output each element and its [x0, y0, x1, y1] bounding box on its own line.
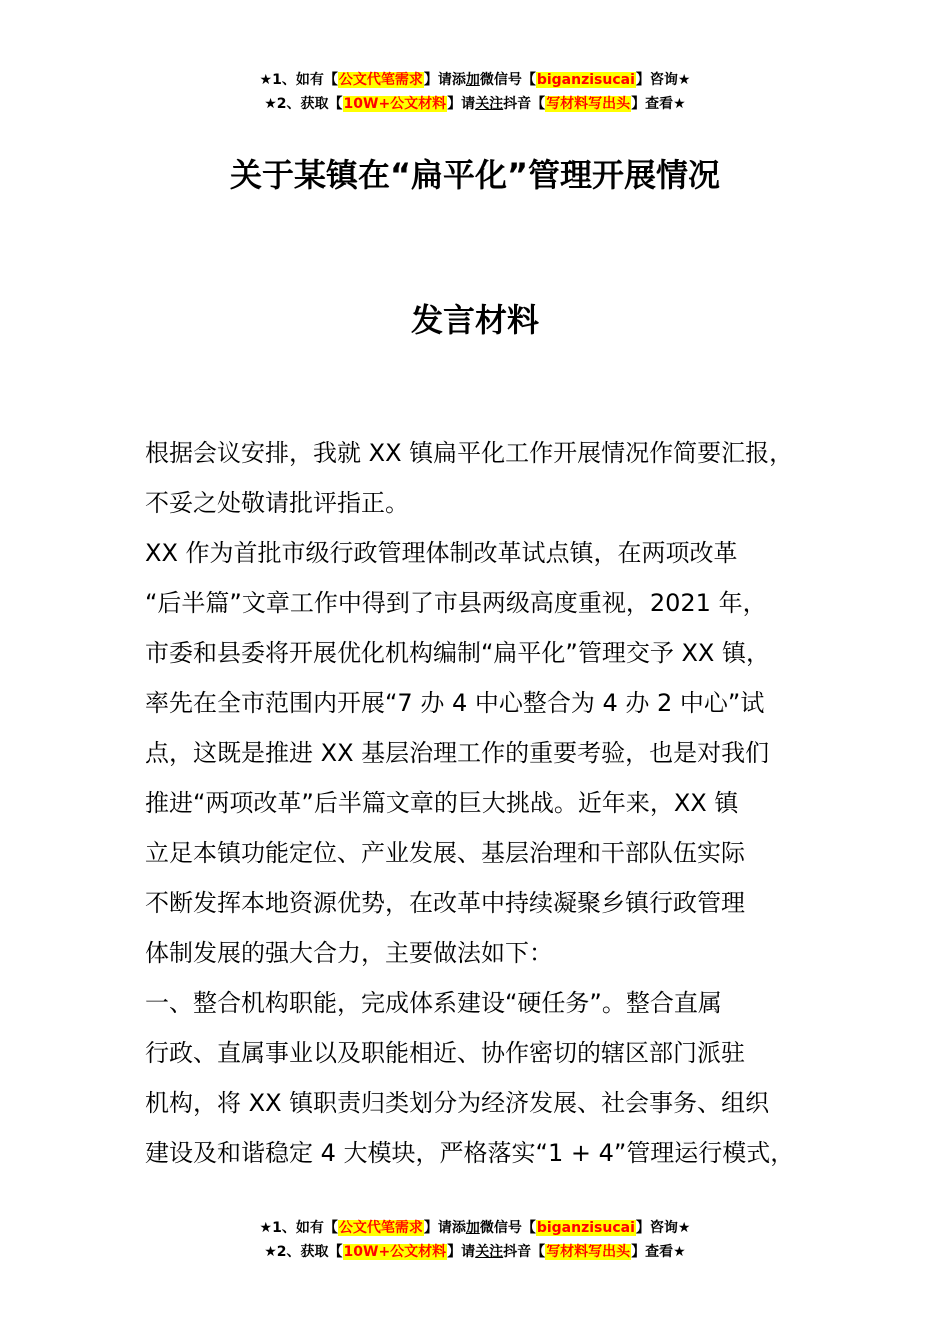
body-line: XX 作为首批市级行政管理体制改革试点镇，在两项改革: [145, 539, 738, 567]
banner-highlight: 10W+公文材料: [343, 1244, 447, 1260]
top-banner: [0, 68, 950, 116]
banner-highlight: 公文代笔需求: [338, 72, 423, 88]
banner-text: 】查看★: [631, 96, 686, 112]
banner-highlight: 公文代笔需求: [338, 1220, 423, 1236]
banner-highlight: biganzisucai: [536, 1220, 635, 1236]
banner-text: ★1、如有【: [259, 72, 338, 88]
banner-line-1: [0, 1216, 950, 1240]
banner-text: 】请添: [423, 72, 466, 88]
document-title: 关于某镇在“扁平化”管理开展情况: [229, 156, 721, 194]
banner-text: ★2、获取【: [264, 96, 343, 112]
banner-text: ★2、获取【: [264, 1244, 343, 1260]
bottom-banner: [0, 1216, 950, 1264]
banner-underlined: 加: [465, 72, 480, 88]
banner-highlight: 写材料写出头: [546, 1244, 631, 1260]
body-line: 一、整合机构职能，完成体系建设“硬任务”。整合直属: [145, 989, 722, 1017]
banner-line-1: [0, 68, 950, 92]
banner-text: 】请: [447, 1244, 476, 1260]
banner-text: 抖音【: [503, 96, 546, 112]
banner-text: 】咨询★: [635, 72, 691, 88]
banner-text: 】查看★: [631, 1244, 686, 1260]
body-line: 不妥之处敬请批评指正。: [145, 489, 409, 517]
banner-underlined: 关注: [475, 96, 504, 112]
banner-underlined: 关注: [475, 1244, 504, 1260]
body-line: 市委和县委将开展优化机构编制“扁平化”管理交予 XX 镇，: [145, 639, 771, 667]
body-line: 立足本镇功能定位、产业发展、基层治理和干部队伍实际: [145, 839, 745, 867]
banner-highlight: 写材料写出头: [546, 96, 631, 112]
banner-text: 微信号【: [479, 1220, 536, 1236]
banner-text: 】咨询★: [635, 1220, 691, 1236]
document-subtitle: 发言材料: [410, 301, 539, 339]
body-line: 行政、直属事业以及职能相近、协作密切的辖区部门派驻: [145, 1039, 745, 1067]
banner-line-2: [0, 1240, 950, 1264]
banner-text: 】请: [447, 96, 476, 112]
body-line: 建设及和谐稳定 4 大模块，严格落实“1 + 4”管理运行模式，: [145, 1139, 795, 1167]
banner-highlight: biganzisucai: [536, 72, 635, 88]
banner-text: ★1、如有【: [259, 1220, 338, 1236]
banner-highlight: 10W+公文材料: [343, 96, 447, 112]
body-line: “后半篇”文章工作中得到了市县两级高度重视，2021 年，: [145, 589, 767, 617]
body-line: 不断发挥本地资源优势，在改革中持续凝聚乡镇行政管理: [145, 889, 745, 917]
banner-text: 抖音【: [503, 1244, 546, 1260]
body-line: 率先在全市范围内开展“7 办 4 中心整合为 4 办 2 中心”试: [145, 689, 765, 717]
banner-underlined: 加: [465, 1220, 480, 1236]
body-line: 体制发展的强大合力，主要做法如下：: [145, 939, 553, 967]
body-line: 推进“两项改革”后半篇文章的巨大挑战。近年来，XX 镇: [145, 789, 739, 817]
document-body: [145, 428, 835, 1178]
banner-text: 】请添: [423, 1220, 466, 1236]
banner-line-2: [0, 92, 950, 116]
banner-text: 微信号【: [479, 72, 536, 88]
body-line: 根据会议安排，我就 XX 镇扁平化工作开展情况作简要汇报，: [145, 439, 794, 467]
body-line: 点，这既是推进 XX 基层治理工作的重要考验，也是对我们: [145, 739, 770, 767]
body-line: 机构，将 XX 镇职责归类划分为经济发展、社会事务、组织: [145, 1089, 770, 1117]
